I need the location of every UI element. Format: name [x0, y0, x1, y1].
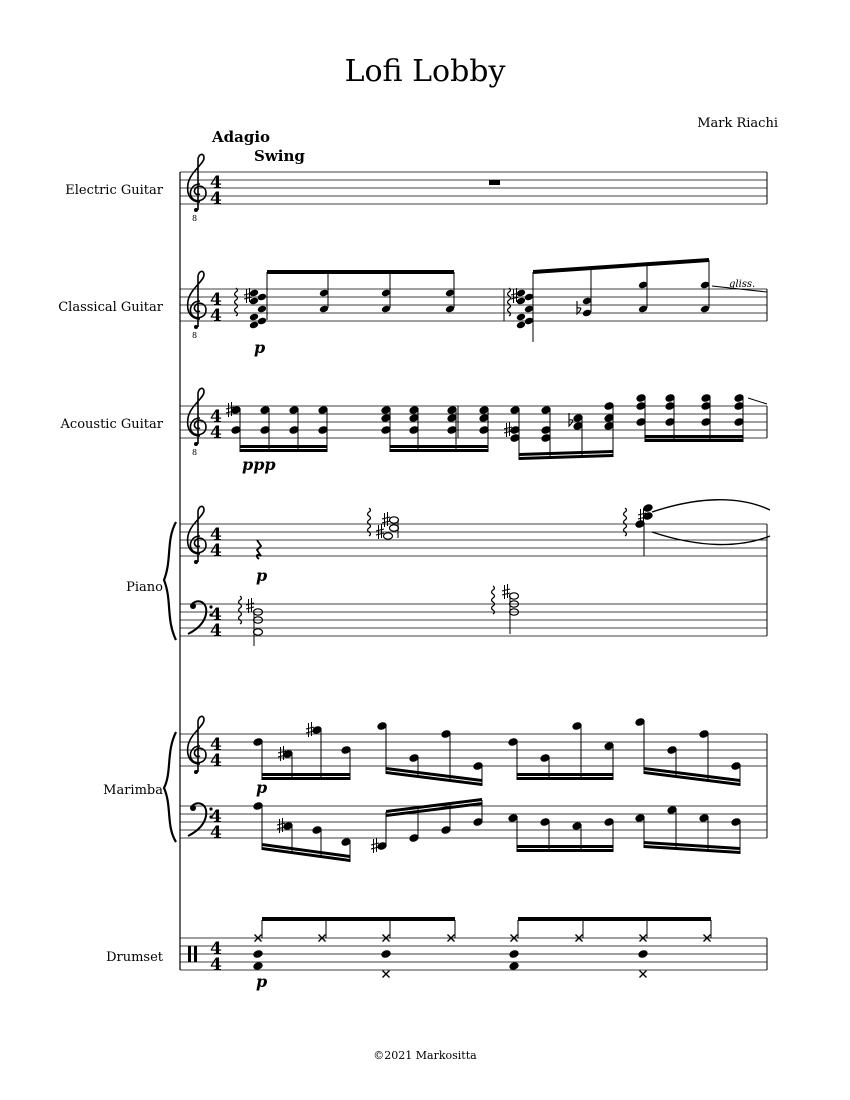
- svg-text:4: 4: [210, 735, 222, 755]
- style-marking: Swing: [254, 147, 305, 165]
- svg-text:4: 4: [210, 605, 222, 625]
- svg-text:4: 4: [210, 189, 222, 209]
- gliss-marking: gliss.: [729, 279, 756, 290]
- svg-text:4: 4: [210, 541, 222, 561]
- svg-text:4: 4: [210, 621, 222, 641]
- instrument-label-acoustic-guitar: Acoustic Guitar: [60, 417, 163, 432]
- score-title: Lofi Lobby: [344, 54, 506, 89]
- instrument-label-electric-guitar: Electric Guitar: [65, 183, 163, 198]
- svg-text:4: 4: [210, 306, 222, 326]
- svg-text:4: 4: [210, 939, 222, 959]
- instrument-label-classical-guitar: Classical Guitar: [58, 300, 163, 315]
- tempo-marking: Adagio: [212, 128, 271, 146]
- dynamic-acoustic-guitar: ppp: [242, 455, 276, 474]
- copyright-notice: ©2021 Markositta: [373, 1049, 477, 1062]
- dynamic-classical-guitar: p: [254, 338, 266, 357]
- svg-text:4: 4: [210, 423, 222, 443]
- svg-text:8: 8: [192, 448, 198, 457]
- svg-text:8: 8: [192, 214, 198, 223]
- svg-text:4: 4: [210, 407, 222, 427]
- dynamic-marimba: p: [256, 778, 268, 797]
- svg-text:4: 4: [210, 955, 222, 975]
- svg-text:8: 8: [192, 331, 198, 340]
- composer-name: Mark Riachi: [697, 116, 778, 131]
- dynamic-drumset: p: [256, 972, 268, 991]
- svg-text:4: 4: [210, 290, 222, 310]
- svg-text:4: 4: [210, 807, 222, 827]
- svg-text:4: 4: [210, 173, 222, 193]
- dynamic-piano: p: [256, 566, 268, 585]
- instrument-label-marimba: Marimba: [103, 783, 163, 798]
- svg-text:4: 4: [210, 823, 222, 843]
- instrument-label-piano: Piano: [126, 580, 163, 595]
- svg-text:4: 4: [210, 751, 222, 771]
- instrument-label-drumset: Drumset: [106, 950, 163, 965]
- svg-text:4: 4: [210, 525, 222, 545]
